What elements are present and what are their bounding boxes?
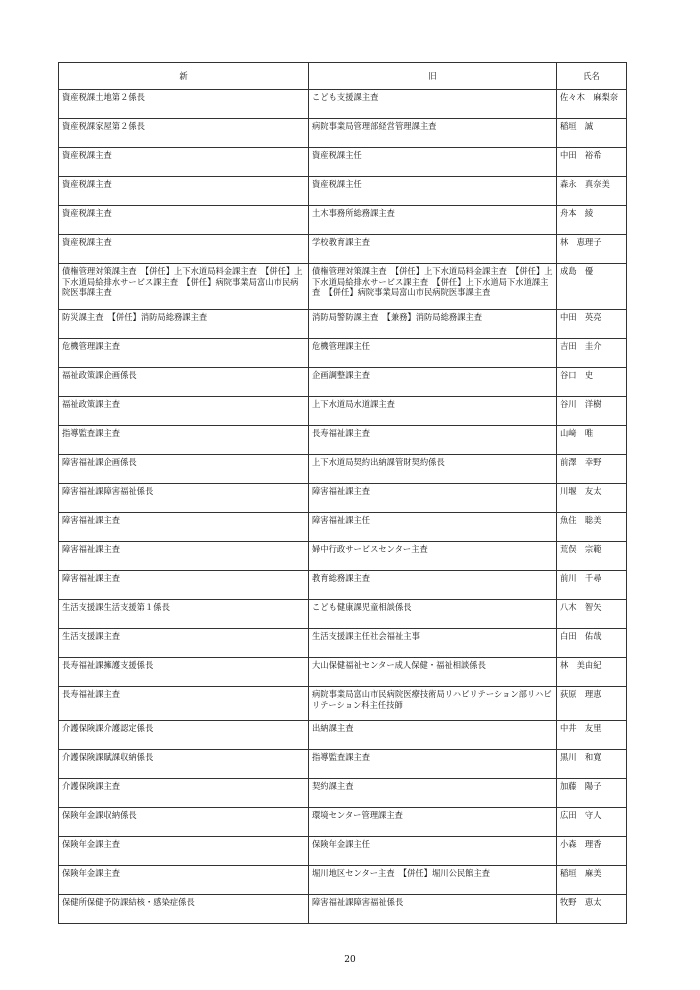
table-row [59, 895, 627, 924]
table-row [59, 750, 627, 779]
cell-name: 前川 千尋 [557, 571, 627, 600]
cell-name: 牧野 恵太 [557, 895, 627, 924]
cell-name: 魚住 聡美 [557, 513, 627, 542]
table-row [59, 339, 627, 368]
table-header-row [59, 63, 627, 90]
cell-name: 白田 佑哉 [557, 629, 627, 658]
cell-old-position: 上下水道局契約出納課管財契約係長 [309, 455, 557, 484]
cell-name: 加藤 陽子 [557, 779, 627, 808]
table-row [59, 426, 627, 455]
cell-old-position: 大山保健福祉センター成人保健・福祉相談係長 [309, 658, 557, 687]
page-number: 20 [344, 955, 356, 965]
cell-name: 稲垣 麻美 [557, 866, 627, 895]
table-row [59, 119, 627, 148]
cell-old-position: 土木事務所総務課主査 [309, 206, 557, 235]
cell-old-position: 障害福祉課障害福祉係長 [309, 895, 557, 924]
cell-name: 山﨑 唯 [557, 426, 627, 455]
table-row [59, 148, 627, 177]
cell-name: 谷口 史 [557, 368, 627, 397]
personnel-table [58, 62, 627, 924]
table-row [59, 484, 627, 513]
table-row [59, 808, 627, 837]
cell-name: 広田 守人 [557, 808, 627, 837]
cell-old-position: 指導監査課主査 [309, 750, 557, 779]
cell-new-position: 介護保険課賦課収納係長 [59, 750, 309, 779]
cell-name: 森永 真奈美 [557, 177, 627, 206]
cell-new-position: 資産税課主査 [59, 206, 309, 235]
table-body [59, 90, 627, 924]
personnel-roster-sheet [58, 62, 626, 924]
cell-name: 中田 英亮 [557, 310, 627, 339]
cell-new-position: 生活支援課主査 [59, 629, 309, 658]
table-row [59, 310, 627, 339]
cell-old-position: 障害福祉課主任 [309, 513, 557, 542]
cell-new-position: 保険年金課主査 [59, 837, 309, 866]
cell-old-position: 企画調整課主査 [309, 368, 557, 397]
table-row [59, 779, 627, 808]
cell-new-position: 障害福祉課主査 [59, 571, 309, 600]
cell-name: 荻原 理恵 [557, 687, 627, 721]
cell-new-position: 保険年金課主査 [59, 866, 309, 895]
cell-name: 中井 友里 [557, 721, 627, 750]
cell-name: 中田 裕希 [557, 148, 627, 177]
cell-new-position: 長寿福祉課主査 [59, 687, 309, 721]
table-row [59, 264, 627, 310]
cell-old-position: 婦中行政サービスセンター主査 [309, 542, 557, 571]
header-new-position: 新 [59, 63, 309, 90]
cell-new-position: 防災課主査 【併任】消防局総務課主査 [59, 310, 309, 339]
cell-new-position: 介護保険課主査 [59, 779, 309, 808]
cell-old-position: 上下水道局水道課主査 [309, 397, 557, 426]
cell-new-position: 危機管理課主査 [59, 339, 309, 368]
cell-old-position: 債権管理対策課主査 【併任】上下水道局料金課主査 【併任】上下水道局給排水サービス課主査 【併任】上下水道局下水道課主査 【併任】病院事業局富山市民病院医事課主査 [309, 264, 557, 310]
table-row [59, 455, 627, 484]
cell-new-position: 障害福祉課主査 [59, 513, 309, 542]
cell-name: 成島 優 [557, 264, 627, 310]
cell-name: 舟本 綾 [557, 206, 627, 235]
cell-new-position: 資産税課主査 [59, 177, 309, 206]
cell-name: 荒俣 宗範 [557, 542, 627, 571]
table-row [59, 837, 627, 866]
table-row [59, 177, 627, 206]
cell-new-position: 障害福祉課主査 [59, 542, 309, 571]
cell-name: 八木 智矢 [557, 600, 627, 629]
cell-old-position: 病院事業局管理部経営管理課主査 [309, 119, 557, 148]
table-row [59, 721, 627, 750]
cell-name: 小森 理香 [557, 837, 627, 866]
cell-new-position: 障害福祉課障害福祉係長 [59, 484, 309, 513]
cell-name: 林 恵理子 [557, 235, 627, 264]
table-row [59, 513, 627, 542]
cell-name: 黒川 和寛 [557, 750, 627, 779]
cell-new-position: 資産税課主査 [59, 235, 309, 264]
cell-old-position: 資産税課主任 [309, 148, 557, 177]
cell-new-position: 資産税課土地第２係長 [59, 90, 309, 119]
cell-old-position: 生活支援課主任社会福祉主事 [309, 629, 557, 658]
cell-old-position: 病院事業局富山市民病院医療技術局リハビリテーション部リハビリテーション科主任技師 [309, 687, 557, 721]
cell-new-position: 生活支援課生活支援第１係長 [59, 600, 309, 629]
cell-old-position: 環境センター管理課主査 [309, 808, 557, 837]
cell-old-position: 出納課主査 [309, 721, 557, 750]
cell-new-position: 資産税課家屋第２係長 [59, 119, 309, 148]
cell-name: 前澤 幸野 [557, 455, 627, 484]
header-name: 氏名 [557, 63, 627, 90]
cell-new-position: 保健所保健予防課結核・感染症係長 [59, 895, 309, 924]
cell-new-position: 長寿福祉課擁護支援係長 [59, 658, 309, 687]
table-row [59, 542, 627, 571]
cell-name: 林 美由紀 [557, 658, 627, 687]
cell-old-position: 資産税課主任 [309, 177, 557, 206]
cell-name: 稲垣 誠 [557, 119, 627, 148]
cell-new-position: 介護保険課介護認定係長 [59, 721, 309, 750]
cell-new-position: 障害福祉課企画係長 [59, 455, 309, 484]
table-row [59, 658, 627, 687]
table-row [59, 866, 627, 895]
cell-name: 吉田 圭介 [557, 339, 627, 368]
cell-new-position: 指導監査課主査 [59, 426, 309, 455]
cell-old-position: 学校教育課主査 [309, 235, 557, 264]
cell-new-position: 福祉政策課主査 [59, 397, 309, 426]
header-old-position: 旧 [309, 63, 557, 90]
cell-old-position: 契約課主査 [309, 779, 557, 808]
cell-name: 川堰 友太 [557, 484, 627, 513]
cell-new-position: 保険年金課収納係長 [59, 808, 309, 837]
table-row [59, 629, 627, 658]
cell-new-position: 資産税課主査 [59, 148, 309, 177]
cell-new-position: 債権管理対策課主査 【併任】上下水道局料金課主査 【併任】上下水道局給排水サービス課主査 【併任】病院事業局富山市民病院医事課主査 [59, 264, 309, 310]
cell-new-position: 福祉政策課企画係長 [59, 368, 309, 397]
table-row [59, 571, 627, 600]
table-row [59, 687, 627, 721]
cell-old-position: 堀川地区センター主査 【併任】堀川公民館主査 [309, 866, 557, 895]
cell-name: 谷川 洋樹 [557, 397, 627, 426]
cell-name: 佐々木 麻梨奈 [557, 90, 627, 119]
table-row [59, 600, 627, 629]
cell-old-position: 保険年金課主任 [309, 837, 557, 866]
cell-old-position: 教育総務課主査 [309, 571, 557, 600]
cell-old-position: 障害福祉課主査 [309, 484, 557, 513]
cell-old-position: 消防局警防課主査 【兼務】消防局総務課主査 [309, 310, 557, 339]
table-row [59, 368, 627, 397]
cell-old-position: 危機管理課主任 [309, 339, 557, 368]
table-row [59, 206, 627, 235]
table-row [59, 235, 627, 264]
cell-old-position: こども健康課児童相談係長 [309, 600, 557, 629]
cell-old-position: 長寿福祉課主査 [309, 426, 557, 455]
table-row [59, 90, 627, 119]
table-row [59, 397, 627, 426]
cell-old-position: こども支援課主査 [309, 90, 557, 119]
